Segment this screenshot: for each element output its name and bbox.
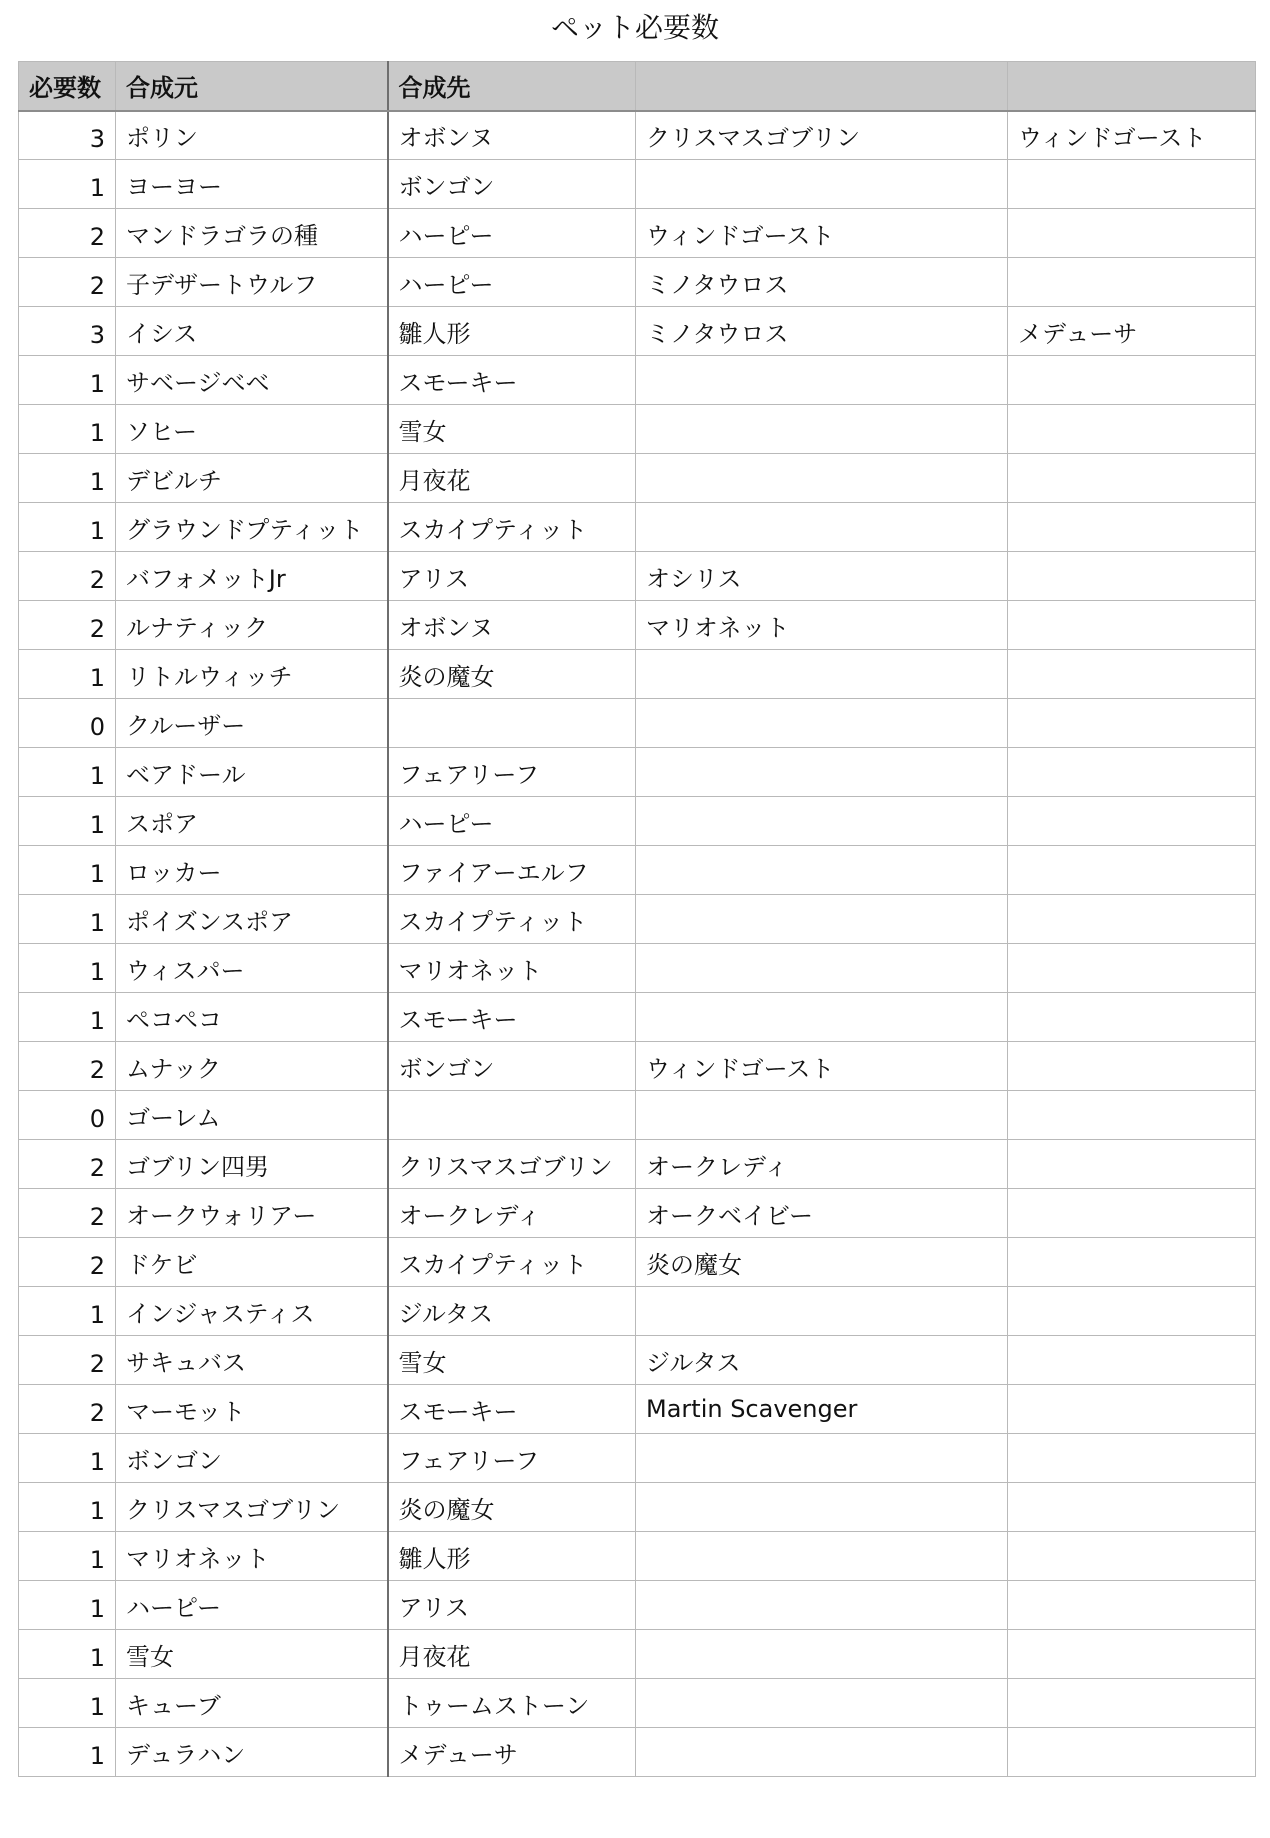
- destination-pet-cell: [1008, 1287, 1256, 1336]
- destination-pet-cell: [636, 895, 1008, 944]
- destination-pet-cell: ハーピー: [388, 258, 636, 307]
- destination-pet-cell: オシリス: [636, 552, 1008, 601]
- table-row: [19, 258, 1256, 307]
- source-pet-cell: ロッカー: [116, 846, 388, 895]
- required-count-cell: 2: [19, 1140, 116, 1189]
- destination-pet-cell: [1008, 993, 1256, 1042]
- pet-requirements-table: [18, 61, 1256, 1777]
- required-count-cell: 2: [19, 1336, 116, 1385]
- destination-pet-cell: [636, 1483, 1008, 1532]
- destination-pet-cell: [636, 650, 1008, 699]
- source-pet-cell: グラウンドプティット: [116, 503, 388, 552]
- table-row: [19, 601, 1256, 650]
- destination-pet-cell: [1008, 454, 1256, 503]
- source-pet-cell: キューブ: [116, 1679, 388, 1728]
- required-count-cell: 1: [19, 1287, 116, 1336]
- destination-pet-cell: [1008, 1630, 1256, 1679]
- source-pet-cell: サベージベベ: [116, 356, 388, 405]
- destination-pet-cell: [636, 503, 1008, 552]
- destination-pet-cell: [1008, 1434, 1256, 1483]
- destination-pet-cell: [1008, 160, 1256, 209]
- source-pet-cell: サキュバス: [116, 1336, 388, 1385]
- page-title: ペット必要数: [550, 11, 719, 44]
- table-row: [19, 1483, 1256, 1532]
- destination-pet-cell: スモーキー: [388, 993, 636, 1042]
- source-pet-cell: デビルチ: [116, 454, 388, 503]
- required-count-cell: 1: [19, 1581, 116, 1630]
- required-count-cell: 1: [19, 454, 116, 503]
- header-row: [19, 62, 1256, 111]
- destination-pet-cell: ファイアーエルフ: [388, 846, 636, 895]
- destination-pet-cell: [636, 454, 1008, 503]
- table-row: [19, 748, 1256, 797]
- destination-pet-cell: [1008, 1140, 1256, 1189]
- table-row: [19, 552, 1256, 601]
- table-row: [19, 1434, 1256, 1483]
- table-row: [19, 1532, 1256, 1581]
- destination-pet-cell: ウィンドゴースト: [636, 1042, 1008, 1091]
- table-row: [19, 1042, 1256, 1091]
- source-pet-cell: 雪女: [116, 1630, 388, 1679]
- destination-pet-cell: ミノタウロス: [636, 307, 1008, 356]
- destination-pet-cell: [1008, 552, 1256, 601]
- destination-pet-cell: 炎の魔女: [636, 1238, 1008, 1287]
- destination-pet-cell: ウィンドゴースト: [1008, 111, 1256, 160]
- required-count-cell: 1: [19, 797, 116, 846]
- required-count-cell: 1: [19, 895, 116, 944]
- destination-pet-cell: ハーピー: [388, 797, 636, 846]
- required-count-cell: 1: [19, 944, 116, 993]
- source-pet-cell: マーモット: [116, 1385, 388, 1434]
- destination-pet-cell: [1008, 1189, 1256, 1238]
- header-destination-2: [636, 62, 1008, 111]
- source-pet-cell: ゴブリン四男: [116, 1140, 388, 1189]
- destination-pet-cell: [1008, 1581, 1256, 1630]
- table-row: [19, 503, 1256, 552]
- source-pet-cell: ウィスパー: [116, 944, 388, 993]
- required-count-cell: 1: [19, 160, 116, 209]
- table-row: [19, 111, 1256, 160]
- source-pet-cell: ハーピー: [116, 1581, 388, 1630]
- required-count-cell: 1: [19, 1679, 116, 1728]
- destination-pet-cell: フェアリーフ: [388, 748, 636, 797]
- table-row: [19, 797, 1256, 846]
- source-pet-cell: ボンゴン: [116, 1434, 388, 1483]
- table-row: [19, 1385, 1256, 1434]
- source-pet-cell: バフォメットJr: [116, 552, 388, 601]
- source-pet-cell: インジャスティス: [116, 1287, 388, 1336]
- required-count-cell: 1: [19, 748, 116, 797]
- destination-pet-cell: スカイプティット: [388, 1238, 636, 1287]
- table-row: [19, 944, 1256, 993]
- table-row: [19, 1287, 1256, 1336]
- source-pet-cell: クルーザー: [116, 699, 388, 748]
- required-count-cell: 2: [19, 209, 116, 258]
- destination-pet-cell: [636, 356, 1008, 405]
- destination-pet-cell: 月夜花: [388, 1630, 636, 1679]
- table-row: [19, 1581, 1256, 1630]
- source-pet-cell: デュラハン: [116, 1728, 388, 1777]
- source-pet-cell: ムナック: [116, 1042, 388, 1091]
- destination-pet-cell: メデューサ: [1008, 307, 1256, 356]
- destination-pet-cell: 雛人形: [388, 1532, 636, 1581]
- required-count-cell: 1: [19, 1532, 116, 1581]
- destination-pet-cell: [1008, 1532, 1256, 1581]
- required-count-cell: 0: [19, 1091, 116, 1140]
- source-pet-cell: クリスマスゴブリン: [116, 1483, 388, 1532]
- destination-pet-cell: アリス: [388, 1581, 636, 1630]
- table-row: [19, 650, 1256, 699]
- destination-pet-cell: ジルタス: [636, 1336, 1008, 1385]
- destination-pet-cell: [1008, 944, 1256, 993]
- destination-pet-cell: [1008, 1091, 1256, 1140]
- required-count-cell: 3: [19, 111, 116, 160]
- destination-pet-cell: [1008, 1385, 1256, 1434]
- destination-pet-cell: [388, 1091, 636, 1140]
- destination-pet-cell: [1008, 1238, 1256, 1287]
- destination-pet-cell: [1008, 1336, 1256, 1385]
- required-count-cell: 1: [19, 846, 116, 895]
- source-pet-cell: 子デザートウルフ: [116, 258, 388, 307]
- destination-pet-cell: トゥームストーン: [388, 1679, 636, 1728]
- source-pet-cell: マンドラゴラの種: [116, 209, 388, 258]
- source-pet-cell: ドケビ: [116, 1238, 388, 1287]
- required-count-cell: 1: [19, 650, 116, 699]
- destination-pet-cell: ジルタス: [388, 1287, 636, 1336]
- destination-pet-cell: オボンヌ: [388, 601, 636, 650]
- table-row: [19, 1679, 1256, 1728]
- source-pet-cell: ベアドール: [116, 748, 388, 797]
- required-count-cell: 1: [19, 1728, 116, 1777]
- destination-pet-cell: Martin Scavenger: [636, 1385, 1008, 1434]
- destination-pet-cell: 雪女: [388, 1336, 636, 1385]
- destination-pet-cell: [636, 1679, 1008, 1728]
- destination-pet-cell: [636, 748, 1008, 797]
- table-row: [19, 454, 1256, 503]
- destination-pet-cell: クリスマスゴブリン: [636, 111, 1008, 160]
- required-count-cell: 3: [19, 307, 116, 356]
- required-count-cell: 2: [19, 1385, 116, 1434]
- table-row: [19, 307, 1256, 356]
- destination-pet-cell: [1008, 356, 1256, 405]
- destination-pet-cell: [636, 1434, 1008, 1483]
- required-count-cell: 0: [19, 699, 116, 748]
- destination-pet-cell: スモーキー: [388, 356, 636, 405]
- destination-pet-cell: 雪女: [388, 405, 636, 454]
- required-count-cell: 1: [19, 1434, 116, 1483]
- destination-pet-cell: 炎の魔女: [388, 650, 636, 699]
- destination-pet-cell: [1008, 209, 1256, 258]
- destination-pet-cell: [1008, 601, 1256, 650]
- destination-pet-cell: [636, 1532, 1008, 1581]
- destination-pet-cell: [1008, 1728, 1256, 1777]
- destination-pet-cell: オークレディ: [388, 1189, 636, 1238]
- destination-pet-cell: スカイプティット: [388, 895, 636, 944]
- destination-pet-cell: [1008, 699, 1256, 748]
- destination-pet-cell: 炎の魔女: [388, 1483, 636, 1532]
- required-count-cell: 2: [19, 1042, 116, 1091]
- required-count-cell: 1: [19, 993, 116, 1042]
- destination-pet-cell: 雛人形: [388, 307, 636, 356]
- source-pet-cell: マリオネット: [116, 1532, 388, 1581]
- destination-pet-cell: [636, 846, 1008, 895]
- table-row: [19, 1630, 1256, 1679]
- source-pet-cell: ゴーレム: [116, 1091, 388, 1140]
- destination-pet-cell: [636, 160, 1008, 209]
- destination-pet-cell: マリオネット: [388, 944, 636, 993]
- destination-pet-cell: [1008, 846, 1256, 895]
- destination-pet-cell: 月夜花: [388, 454, 636, 503]
- table-row: [19, 1091, 1256, 1140]
- source-pet-cell: オークウォリアー: [116, 1189, 388, 1238]
- destination-pet-cell: [1008, 1679, 1256, 1728]
- required-count-cell: 2: [19, 1238, 116, 1287]
- destination-pet-cell: スモーキー: [388, 1385, 636, 1434]
- table-row: [19, 209, 1256, 258]
- source-pet-cell: ポリン: [116, 111, 388, 160]
- required-count-cell: 2: [19, 258, 116, 307]
- destination-pet-cell: [1008, 895, 1256, 944]
- destination-pet-cell: [1008, 258, 1256, 307]
- destination-pet-cell: [636, 944, 1008, 993]
- source-pet-cell: ソヒー: [116, 405, 388, 454]
- required-count-cell: 1: [19, 1630, 116, 1679]
- source-pet-cell: イシス: [116, 307, 388, 356]
- destination-pet-cell: [1008, 1042, 1256, 1091]
- destination-pet-cell: [636, 405, 1008, 454]
- required-count-cell: 2: [19, 1189, 116, 1238]
- required-count-cell: 1: [19, 356, 116, 405]
- required-count-cell: 2: [19, 552, 116, 601]
- destination-pet-cell: [636, 797, 1008, 846]
- required-count-cell: 1: [19, 405, 116, 454]
- source-pet-cell: ヨーヨー: [116, 160, 388, 209]
- table-row: [19, 1189, 1256, 1238]
- destination-pet-cell: [636, 1091, 1008, 1140]
- destination-pet-cell: [1008, 748, 1256, 797]
- destination-pet-cell: メデューサ: [388, 1728, 636, 1777]
- destination-pet-cell: [1008, 503, 1256, 552]
- table-row: [19, 895, 1256, 944]
- destination-pet-cell: [1008, 1483, 1256, 1532]
- table-row: [19, 993, 1256, 1042]
- table-row: [19, 846, 1256, 895]
- required-count-cell: 2: [19, 601, 116, 650]
- header-source: 合成元: [116, 62, 388, 111]
- destination-pet-cell: オボンヌ: [388, 111, 636, 160]
- header-count: 必要数: [19, 62, 116, 111]
- destination-pet-cell: ボンゴン: [388, 160, 636, 209]
- destination-pet-cell: ウィンドゴースト: [636, 209, 1008, 258]
- destination-pet-cell: [636, 1581, 1008, 1630]
- source-pet-cell: リトルウィッチ: [116, 650, 388, 699]
- destination-pet-cell: [1008, 797, 1256, 846]
- table-row: [19, 1336, 1256, 1385]
- destination-pet-cell: クリスマスゴブリン: [388, 1140, 636, 1189]
- source-pet-cell: スポア: [116, 797, 388, 846]
- destination-pet-cell: [1008, 650, 1256, 699]
- required-count-cell: 1: [19, 1483, 116, 1532]
- destination-pet-cell: [636, 699, 1008, 748]
- destination-pet-cell: ハーピー: [388, 209, 636, 258]
- table-row: [19, 160, 1256, 209]
- header-destination-3: [1008, 62, 1256, 111]
- table-row: [19, 1238, 1256, 1287]
- destination-pet-cell: オークレディ: [636, 1140, 1008, 1189]
- table-row: [19, 1140, 1256, 1189]
- destination-pet-cell: [388, 699, 636, 748]
- destination-pet-cell: マリオネット: [636, 601, 1008, 650]
- destination-pet-cell: スカイプティット: [388, 503, 636, 552]
- destination-pet-cell: [636, 1728, 1008, 1777]
- destination-pet-cell: ミノタウロス: [636, 258, 1008, 307]
- destination-pet-cell: [636, 1287, 1008, 1336]
- source-pet-cell: ポイズンスポア: [116, 895, 388, 944]
- destination-pet-cell: アリス: [388, 552, 636, 601]
- destination-pet-cell: [636, 1630, 1008, 1679]
- destination-pet-cell: [1008, 405, 1256, 454]
- table-row: [19, 1728, 1256, 1777]
- table-row: [19, 356, 1256, 405]
- table-row: [19, 699, 1256, 748]
- destination-pet-cell: ボンゴン: [388, 1042, 636, 1091]
- destination-pet-cell: [636, 993, 1008, 1042]
- header-destination: 合成先: [388, 62, 636, 111]
- required-count-cell: 1: [19, 503, 116, 552]
- table-row: [19, 405, 1256, 454]
- destination-pet-cell: オークベイビー: [636, 1189, 1008, 1238]
- destination-pet-cell: フェアリーフ: [388, 1434, 636, 1483]
- source-pet-cell: ペコペコ: [116, 993, 388, 1042]
- source-pet-cell: ルナティック: [116, 601, 388, 650]
